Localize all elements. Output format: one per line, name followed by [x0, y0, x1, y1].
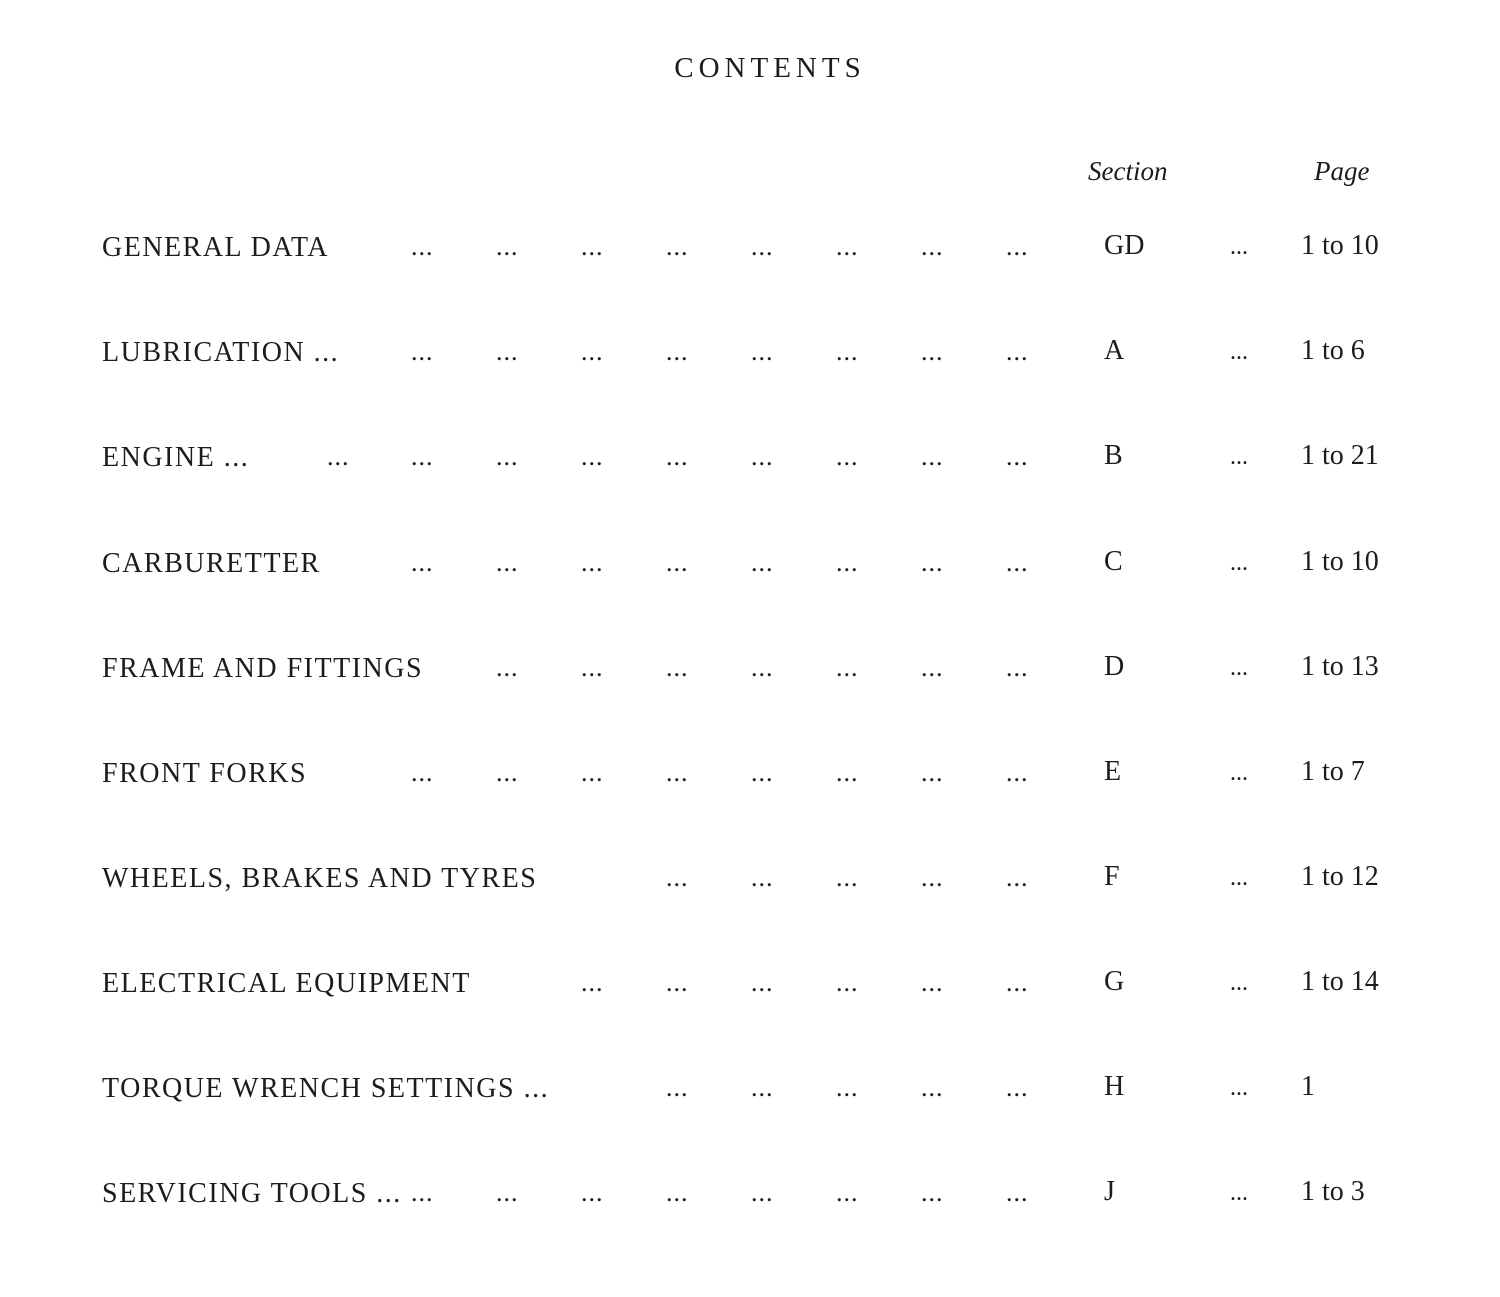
toc-section-code: G — [1104, 966, 1125, 997]
leader-dots: ... — [496, 337, 519, 366]
leader-dots: ... — [1006, 442, 1029, 471]
leader-dots: ... — [751, 653, 774, 682]
leader-dots: ... — [1006, 758, 1029, 787]
leader-dots: ... — [666, 1073, 689, 1102]
leader-dots: ... — [921, 337, 944, 366]
toc-row — [0, 1073, 1500, 1113]
toc-section-code: A — [1104, 335, 1125, 366]
leader-dots: ... — [921, 548, 944, 577]
leader-dots: ... — [751, 968, 774, 997]
leader-dots: ... — [751, 1073, 774, 1102]
leader-dots: ... — [666, 548, 689, 577]
toc-page-range: 1 — [1301, 1071, 1315, 1102]
leader-dots: ... — [751, 1178, 774, 1207]
toc-entry-title: TORQUE WRENCH SETTINGS ... — [102, 1073, 550, 1104]
leader-dots: ... — [1230, 550, 1248, 576]
toc-page-range: 1 to 14 — [1301, 966, 1379, 997]
toc-row — [0, 758, 1500, 798]
leader-dots: ... — [581, 232, 604, 261]
toc-row — [0, 653, 1500, 693]
toc-row — [0, 968, 1500, 1008]
column-header-page: Page — [1314, 156, 1370, 186]
leader-dots: ... — [411, 442, 434, 471]
toc-entry-title: CARBURETTER — [102, 548, 321, 579]
leader-dots: ... — [666, 442, 689, 471]
toc-row — [0, 1178, 1500, 1218]
leader-dots: ... — [581, 548, 604, 577]
leader-dots: ... — [666, 653, 689, 682]
leader-dots: ... — [1230, 970, 1248, 996]
leader-dots: ... — [1006, 232, 1029, 261]
toc-entry-title: ENGINE ... — [102, 442, 250, 473]
toc-section-code: GD — [1104, 230, 1145, 261]
toc-section-code: J — [1104, 1176, 1115, 1207]
leader-dots: ... — [411, 232, 434, 261]
toc-row — [0, 442, 1500, 482]
toc-entry-title: LUBRICATION ... — [102, 337, 340, 368]
toc-section-code: D — [1104, 651, 1125, 682]
leader-dots: ... — [1006, 863, 1029, 892]
leader-dots: ... — [666, 1178, 689, 1207]
leader-dots: ... — [1006, 653, 1029, 682]
leader-dots: ... — [921, 1073, 944, 1102]
leader-dots: ... — [1230, 760, 1248, 786]
leader-dots: ... — [581, 653, 604, 682]
leader-dots: ... — [751, 548, 774, 577]
leader-dots: ... — [581, 968, 604, 997]
toc-page-range: 1 to 10 — [1301, 546, 1379, 577]
leader-dots: ... — [581, 758, 604, 787]
leader-dots: ... — [496, 232, 519, 261]
leader-dots: ... — [496, 758, 519, 787]
leader-dots: ... — [1006, 1073, 1029, 1102]
leader-dots: ... — [921, 758, 944, 787]
toc-row — [0, 548, 1500, 588]
leader-dots: ... — [496, 653, 519, 682]
leader-dots: ... — [1006, 968, 1029, 997]
toc-entry-title: SERVICING TOOLS ... — [102, 1178, 402, 1209]
toc-page-range: 1 to 10 — [1301, 230, 1379, 261]
leader-dots: ... — [1230, 1075, 1248, 1101]
leader-dots: ... — [1006, 337, 1029, 366]
leader-dots: ... — [836, 337, 859, 366]
leader-dots: ... — [751, 758, 774, 787]
toc-row — [0, 863, 1500, 903]
leader-dots: ... — [836, 232, 859, 261]
leader-dots: ... — [921, 232, 944, 261]
leader-dots: ... — [496, 442, 519, 471]
leader-dots: ... — [496, 548, 519, 577]
leader-dots: ... — [836, 442, 859, 471]
page-title: CONTENTS — [674, 52, 866, 84]
leader-dots: ... — [666, 968, 689, 997]
leader-dots: ... — [666, 863, 689, 892]
leader-dots: ... — [836, 1073, 859, 1102]
toc-section-code: B — [1104, 440, 1123, 471]
toc-row — [0, 232, 1500, 272]
leader-dots: ... — [1230, 234, 1248, 260]
toc-page-range: 1 to 21 — [1301, 440, 1379, 471]
toc-section-code: H — [1104, 1071, 1125, 1102]
toc-section-code: E — [1104, 756, 1122, 787]
leader-dots: ... — [836, 653, 859, 682]
leader-dots: ... — [411, 758, 434, 787]
leader-dots: ... — [1006, 1178, 1029, 1207]
leader-dots: ... — [751, 337, 774, 366]
toc-section-code: C — [1104, 546, 1123, 577]
toc-page-range: 1 to 13 — [1301, 651, 1379, 682]
leader-dots: ... — [1230, 444, 1248, 470]
toc-page-range: 1 to 6 — [1301, 335, 1365, 366]
toc-entry-title: GENERAL DATA — [102, 232, 330, 263]
leader-dots: ... — [666, 337, 689, 366]
leader-dots: ... — [1006, 548, 1029, 577]
leader-dots: ... — [1230, 655, 1248, 681]
toc-row — [0, 337, 1500, 377]
leader-dots: ... — [921, 653, 944, 682]
toc-page-range: 1 to 7 — [1301, 756, 1365, 787]
column-header-section: Section — [1088, 156, 1168, 186]
leader-dots: ... — [836, 968, 859, 997]
leader-dots: ... — [836, 1178, 859, 1207]
leader-dots: ... — [581, 442, 604, 471]
toc-section-code: F — [1104, 861, 1120, 892]
leader-dots: ... — [1230, 1180, 1248, 1206]
toc-entry-title: FRAME AND FITTINGS — [102, 653, 424, 684]
leader-dots: ... — [836, 758, 859, 787]
toc-page-range: 1 to 3 — [1301, 1176, 1365, 1207]
leader-dots: ... — [751, 863, 774, 892]
leader-dots: ... — [921, 442, 944, 471]
leader-dots: ... — [581, 337, 604, 366]
toc-page-range: 1 to 12 — [1301, 861, 1379, 892]
toc-entry-title: ELECTRICAL EQUIPMENT — [102, 968, 471, 999]
leader-dots: ... — [411, 337, 434, 366]
leader-dots: ... — [836, 548, 859, 577]
leader-dots: ... — [411, 1178, 434, 1207]
leader-dots: ... — [751, 232, 774, 261]
leader-dots: ... — [411, 548, 434, 577]
leader-dots: ... — [327, 442, 350, 471]
leader-dots: ... — [921, 863, 944, 892]
leader-dots: ... — [836, 863, 859, 892]
leader-dots: ... — [666, 232, 689, 261]
leader-dots: ... — [921, 968, 944, 997]
leader-dots: ... — [666, 758, 689, 787]
leader-dots: ... — [581, 1178, 604, 1207]
toc-entry-title: FRONT FORKS — [102, 758, 308, 789]
leader-dots: ... — [921, 1178, 944, 1207]
leader-dots: ... — [1230, 865, 1248, 891]
leader-dots: ... — [751, 442, 774, 471]
leader-dots: ... — [496, 1178, 519, 1207]
toc-entry-title: WHEELS, BRAKES AND TYRES — [102, 863, 538, 894]
leader-dots: ... — [1230, 339, 1248, 365]
